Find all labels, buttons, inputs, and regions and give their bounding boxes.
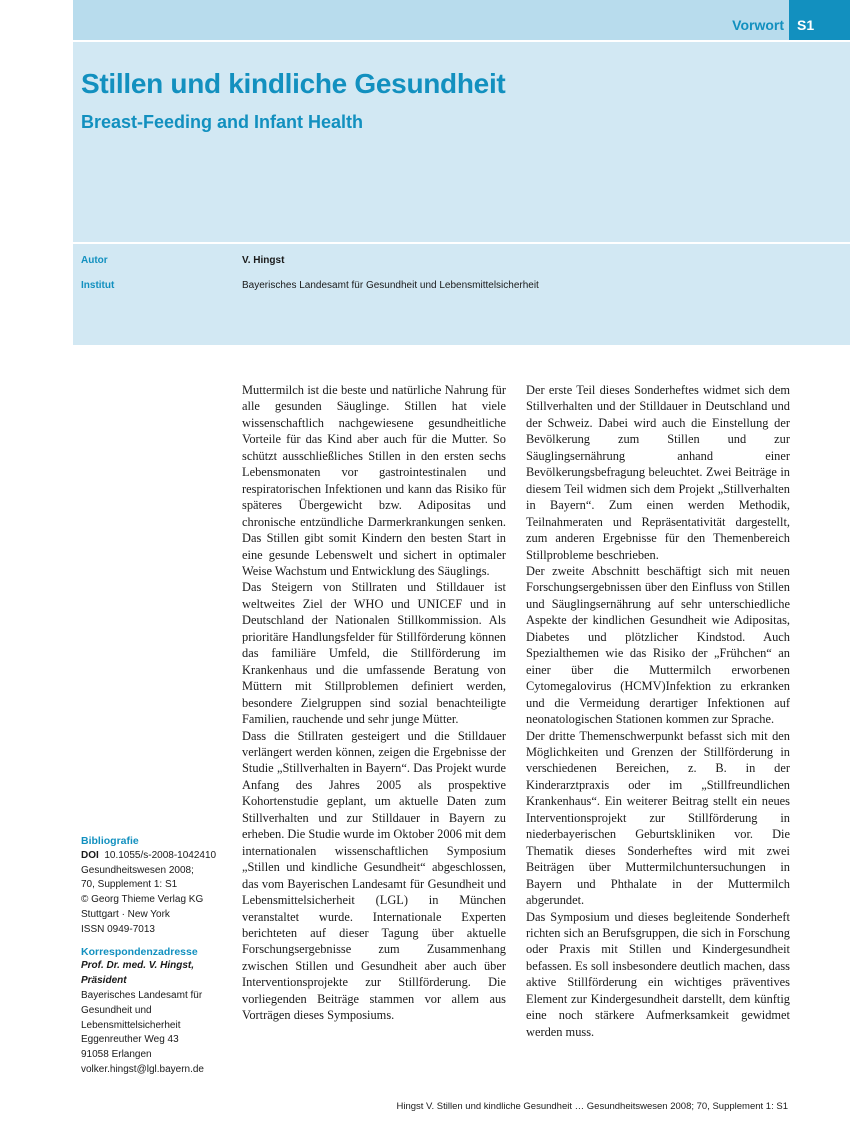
- address-line: Lebensmittelsicherheit: [81, 1019, 181, 1031]
- address-line: Gesundheit und: [81, 1004, 152, 1016]
- footer-citation: Hingst V. Stillen und kindliche Gesundheit … Gesundheitswesen 2008; 70, Supplement 1: S1: [396, 1101, 788, 1112]
- bibliography-heading: Bibliografie: [81, 835, 139, 847]
- top-bar: [73, 0, 850, 42]
- paragraph: Dass die Stillraten gesteigert und die Stilldauer verlängert werden können, zeigen die Ergebnisse der Studie „Stillverhalten in Bayern“. Das Projekt wurde Anfang des Jahres 2005 als prospektive Kohortenstudie geplant, um aktuelle Daten zum Stillverhalten und zur Stilldauer in Bayern zu erheben. Die Studie wurde im Oktober 2006 mit dem internationalen wissenschaftlichen Symposium „Stillen und kindliche Gesundheit“ abgeschlossen, das vom Bayerischen Landesamt für Gesundheit und Lebensmittelsicherheit (LGL) in München veranstaltet wurde. Internationale Experten berichteten auf dieser Tagung über aktuelle Forschungsergebnisse zum Zusammenhang zwischen Stillen und Gesundheit aber auch über Interventionsprojekte zur Stillförderung. Die vorliegenden Beiträge stammen vor allem aus Vorträgen dieses Symposiums.: [242, 728, 506, 1023]
- address-line: Bayerisches Landesamt für: [81, 989, 203, 1001]
- contact-name: Prof. Dr. med. V. Hingst,: [81, 960, 194, 972]
- page-number-tag: S1: [789, 0, 850, 40]
- paragraph: Das Symposium und dieses begleitende Sonderheft richten sich an Berufsgruppen, die sich in Forschung oder Praxis mit Stillen und Kindergesundheit befassen. Es soll insbesondere deutlich machen, dass aktive Stillförderung ein wichtiges präventives Element zur Kindergesundheit darstellt, dem künftig eine noch stärkere Aufmerksamkeit gewidmet werden muss.: [526, 909, 790, 1039]
- sidebar-info: [81, 834, 231, 1078]
- correspondence-heading: Korrespondenzadresse: [81, 945, 198, 958]
- article-title: Stillen und kindliche Gesundheit: [81, 68, 506, 99]
- journal-line: Gesundheitswesen 2008;: [81, 864, 194, 876]
- volume-line: 70, Supplement 1: S1: [81, 879, 178, 891]
- article-subtitle: Breast-Feeding and Infant Health: [81, 112, 364, 132]
- publisher-place: Stuttgart · New York: [81, 908, 170, 920]
- paragraph: Muttermilch ist die beste und natürliche Nahrung für alle gesunden Säuglinge. Stillen hat viele wissenschaftlich nachgewiesene gesundheitliche Vorteile für das Kind aber auch für die Mutter. So schützt ausschließliches Stillen in den ersten sechs Lebensmonaten vor gastrointestinalen und respiratorischen Infektionen und kann das Risiko für späteres Übergewicht bzw. Adipositas und chronische entzündliche Darmerkrankungen senken. Das Stillen gibt somit Kindern den besten Start in eine gesunde Lebenswelt und sichert in optimaler Weise Wachstum und Entwicklung des Säuglings.: [242, 383, 506, 578]
- paragraph: Der dritte Themenschwerpunkt befasst sich mit den Möglichkeiten und Grenzen der Stillförderung in verschiedenen Bereichen, z. B. in der Kinderarztpraxis oder im „Stillfreundlichen Krankenhaus“. Ein weiterer Beitrag stellt ein neues Interventionsprojekt zur Stillförderung in niederbayerischen Geburtskliniken vor. Die Thematik dieses Sonderheftes wird mit zwei Beiträgen über Muttermilchuntersuchungen in Bayern und Phthalate in der Muttermilch abgerundet.: [526, 728, 790, 908]
- contact-role: Präsident: [81, 975, 127, 987]
- institute-name: Bayerisches Landesamt für Gesundheit und Lebensmittelsicherheit: [242, 280, 539, 291]
- header-divider: [73, 242, 850, 244]
- section-label: Vorwort: [732, 17, 784, 33]
- institute-label: Institut: [81, 280, 115, 291]
- doi-value[interactable]: 10.1055/s-2008-1042410: [104, 849, 217, 861]
- issn-line: ISSN 0949-7013: [81, 923, 155, 935]
- body-column-right: [526, 382, 790, 1040]
- body-column-left: [242, 382, 506, 1024]
- paragraph: Der zweite Abschnitt beschäftigt sich mit neuen Forschungsergebnissen über den Einfluss von Stillen und Säuglingsernährung auf sehr unterschiedliche Aspekte der kindlichen Gesundheit wie Adipositas, Diabetes und plötzlicher Kindstod. Auch Spezialthemen wie das Risiko der „Frühchen“ an einer über die Muttermilch erworbenen Cytomegalovirus (HCMV)Infektion zu erkranken und die Vermeidung derartiger Infektionen auf neonatologischen Stationen kommen zur Sprache.: [526, 563, 790, 727]
- email-link[interactable]: volker.hingst@lgl.bayern.de: [81, 1063, 204, 1075]
- author-label: Autor: [81, 255, 108, 266]
- author-name: V. Hingst: [242, 255, 285, 266]
- address-line: Eggenreuther Weg 43: [81, 1034, 179, 1046]
- doi-label: DOI: [81, 849, 99, 861]
- paragraph: Der erste Teil dieses Sonderheftes widmet sich dem Stillverhalten und der Stilldauer in Deutschland und der Schweiz. Dabei wird auch die Einstellung der Bevölkerung zum Stillen und zur Säuglingsernährung anhand einer Bevölkerungsbefragung beleuchtet. Zwei Beiträge in diesem Teil widmen sich dem Projekt „Stillverhalten in Bayern“. Zum einen werden Methodik, Teilnahmeraten und Repräsentativität dargestellt, zum anderen Ergebnisse für den Themenbereich Stillprobleme beschrieben.: [526, 383, 790, 562]
- header-band: [73, 0, 850, 345]
- doi-line: [81, 849, 231, 864]
- address-line: 91058 Erlangen: [81, 1049, 152, 1061]
- copyright-line: © Georg Thieme Verlag KG: [81, 894, 204, 906]
- paragraph: Das Steigern von Stillraten und Stilldauer ist weltweites Ziel der WHO und UNICEF und in Deutschland der Nationalen Stillkommission. Als prioritäre Handlungsfelder für Stillförderung können das familiäre Umfeld, die Stillförderung im Krankenhaus und die umfassende Beratung von Müttern mit Stillproblemen definiert werden, besondere Zielgruppen sind sozial benachteiligte Familien, rauchende und sehr junge Mütter.: [242, 580, 506, 727]
